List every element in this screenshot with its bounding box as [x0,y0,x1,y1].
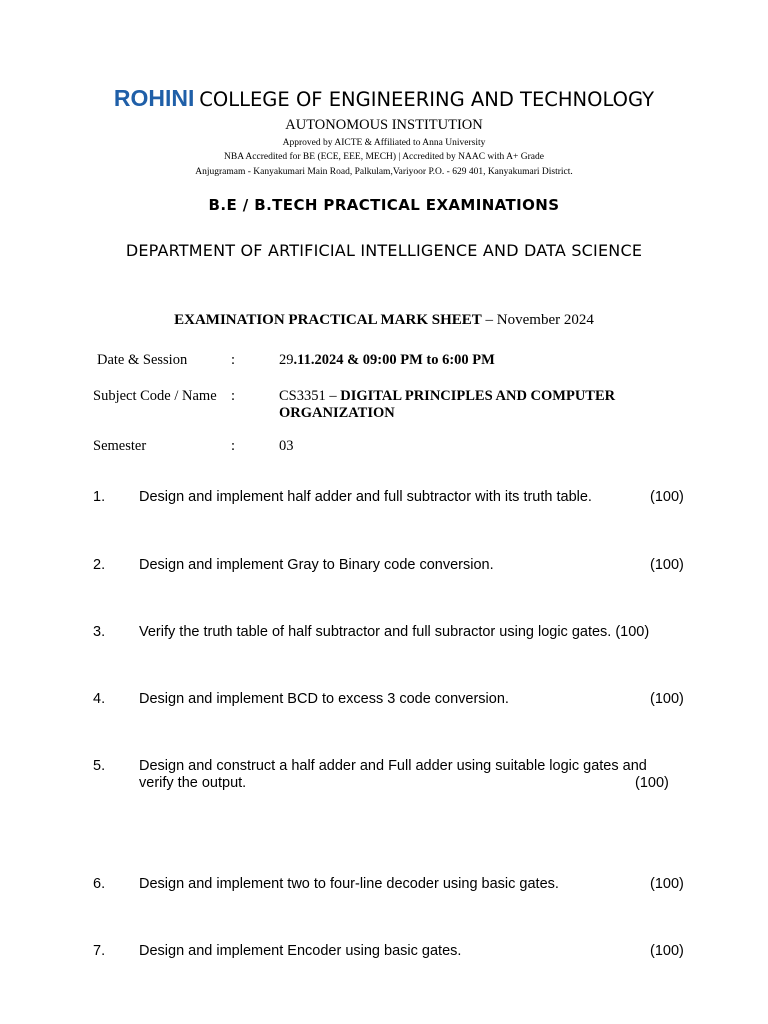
college-name: COLLEGE OF ENGINEERING AND TECHNOLOGY [199,88,655,111]
subject-label: Subject Code / Name [93,388,217,404]
question-number: 7. [93,943,106,959]
question-text: Design and implement BCD to excess 3 code conversion. [139,691,509,707]
mark-sheet-title-bold: EXAMINATION PRACTICAL MARK SHEET [174,312,482,328]
college-name-line [0,85,768,112]
address-line: Anjugramam - Kanyakumari Main Road, Palkulam,Variyoor P.O. - 629 401, Kanyakumari District. [195,167,573,177]
institution-status: AUTONOMOUS INSTITUTION [285,117,483,133]
mark-sheet-title-date: – November 2024 [481,312,594,328]
date-day: 29 [279,352,294,368]
accreditation-line: NBA Accredited for BE (ECE, EEE, MECH) | Accredited by NAAC with A+ Grade [224,152,544,162]
question-text: Design and implement two to four-line decoder using basic gates. [139,876,559,892]
question-text: Design and construct a half adder and Full adder using suitable logic gates and [139,758,647,774]
subject-colon: : [231,388,236,404]
college-brand: ROHINI [113,85,195,111]
approval-line: Approved by AICTE & Affiliated to Anna University [282,138,486,148]
department-title: DEPARTMENT OF ARTIFICIAL INTELLIGENCE AND DATA SCIENCE [125,241,643,260]
subject-name: DIGITAL PRINCIPLES AND COMPUTER ORGANIZATION [279,388,616,421]
question-text-continued: verify the output. [139,775,247,791]
question-number: 4. [93,691,106,707]
question-mark: (100) [650,557,684,573]
date-session-value [279,352,495,369]
question-text: Verify the truth table of half subtractor and full subractor using logic gates. (100) [139,624,650,640]
question-number: 1. [93,489,106,505]
subject-code: CS3351 – [279,388,341,404]
question-mark: (100) [650,691,684,707]
question-number: 6. [93,876,106,892]
question-number: 2. [93,557,106,573]
question-text: Design and implement Gray to Binary code conversion. [139,557,494,573]
date-session-colon: : [231,352,236,368]
subject-value [279,388,699,422]
question-text: Design and implement Encoder using basic gates. [139,943,462,959]
question-mark: (100) [650,489,684,505]
question-text: Design and implement half adder and full subtractor with its truth table. [139,489,592,505]
question-mark: (100) [650,943,684,959]
semester-colon: : [231,438,236,454]
semester-value: 03 [279,438,294,454]
date-rest: .11.2024 & 09:00 PM to 6:00 PM [293,352,495,368]
exam-title: B.E / B.TECH PRACTICAL EXAMINATIONS [208,196,560,214]
semester-label: Semester [93,438,147,454]
date-session-label: Date & Session [97,352,188,368]
mark-sheet-title [0,312,768,329]
question-number: 3. [93,624,106,640]
question-mark: (100) [650,876,684,892]
question-mark: (100) [635,775,669,791]
question-number: 5. [93,758,106,774]
